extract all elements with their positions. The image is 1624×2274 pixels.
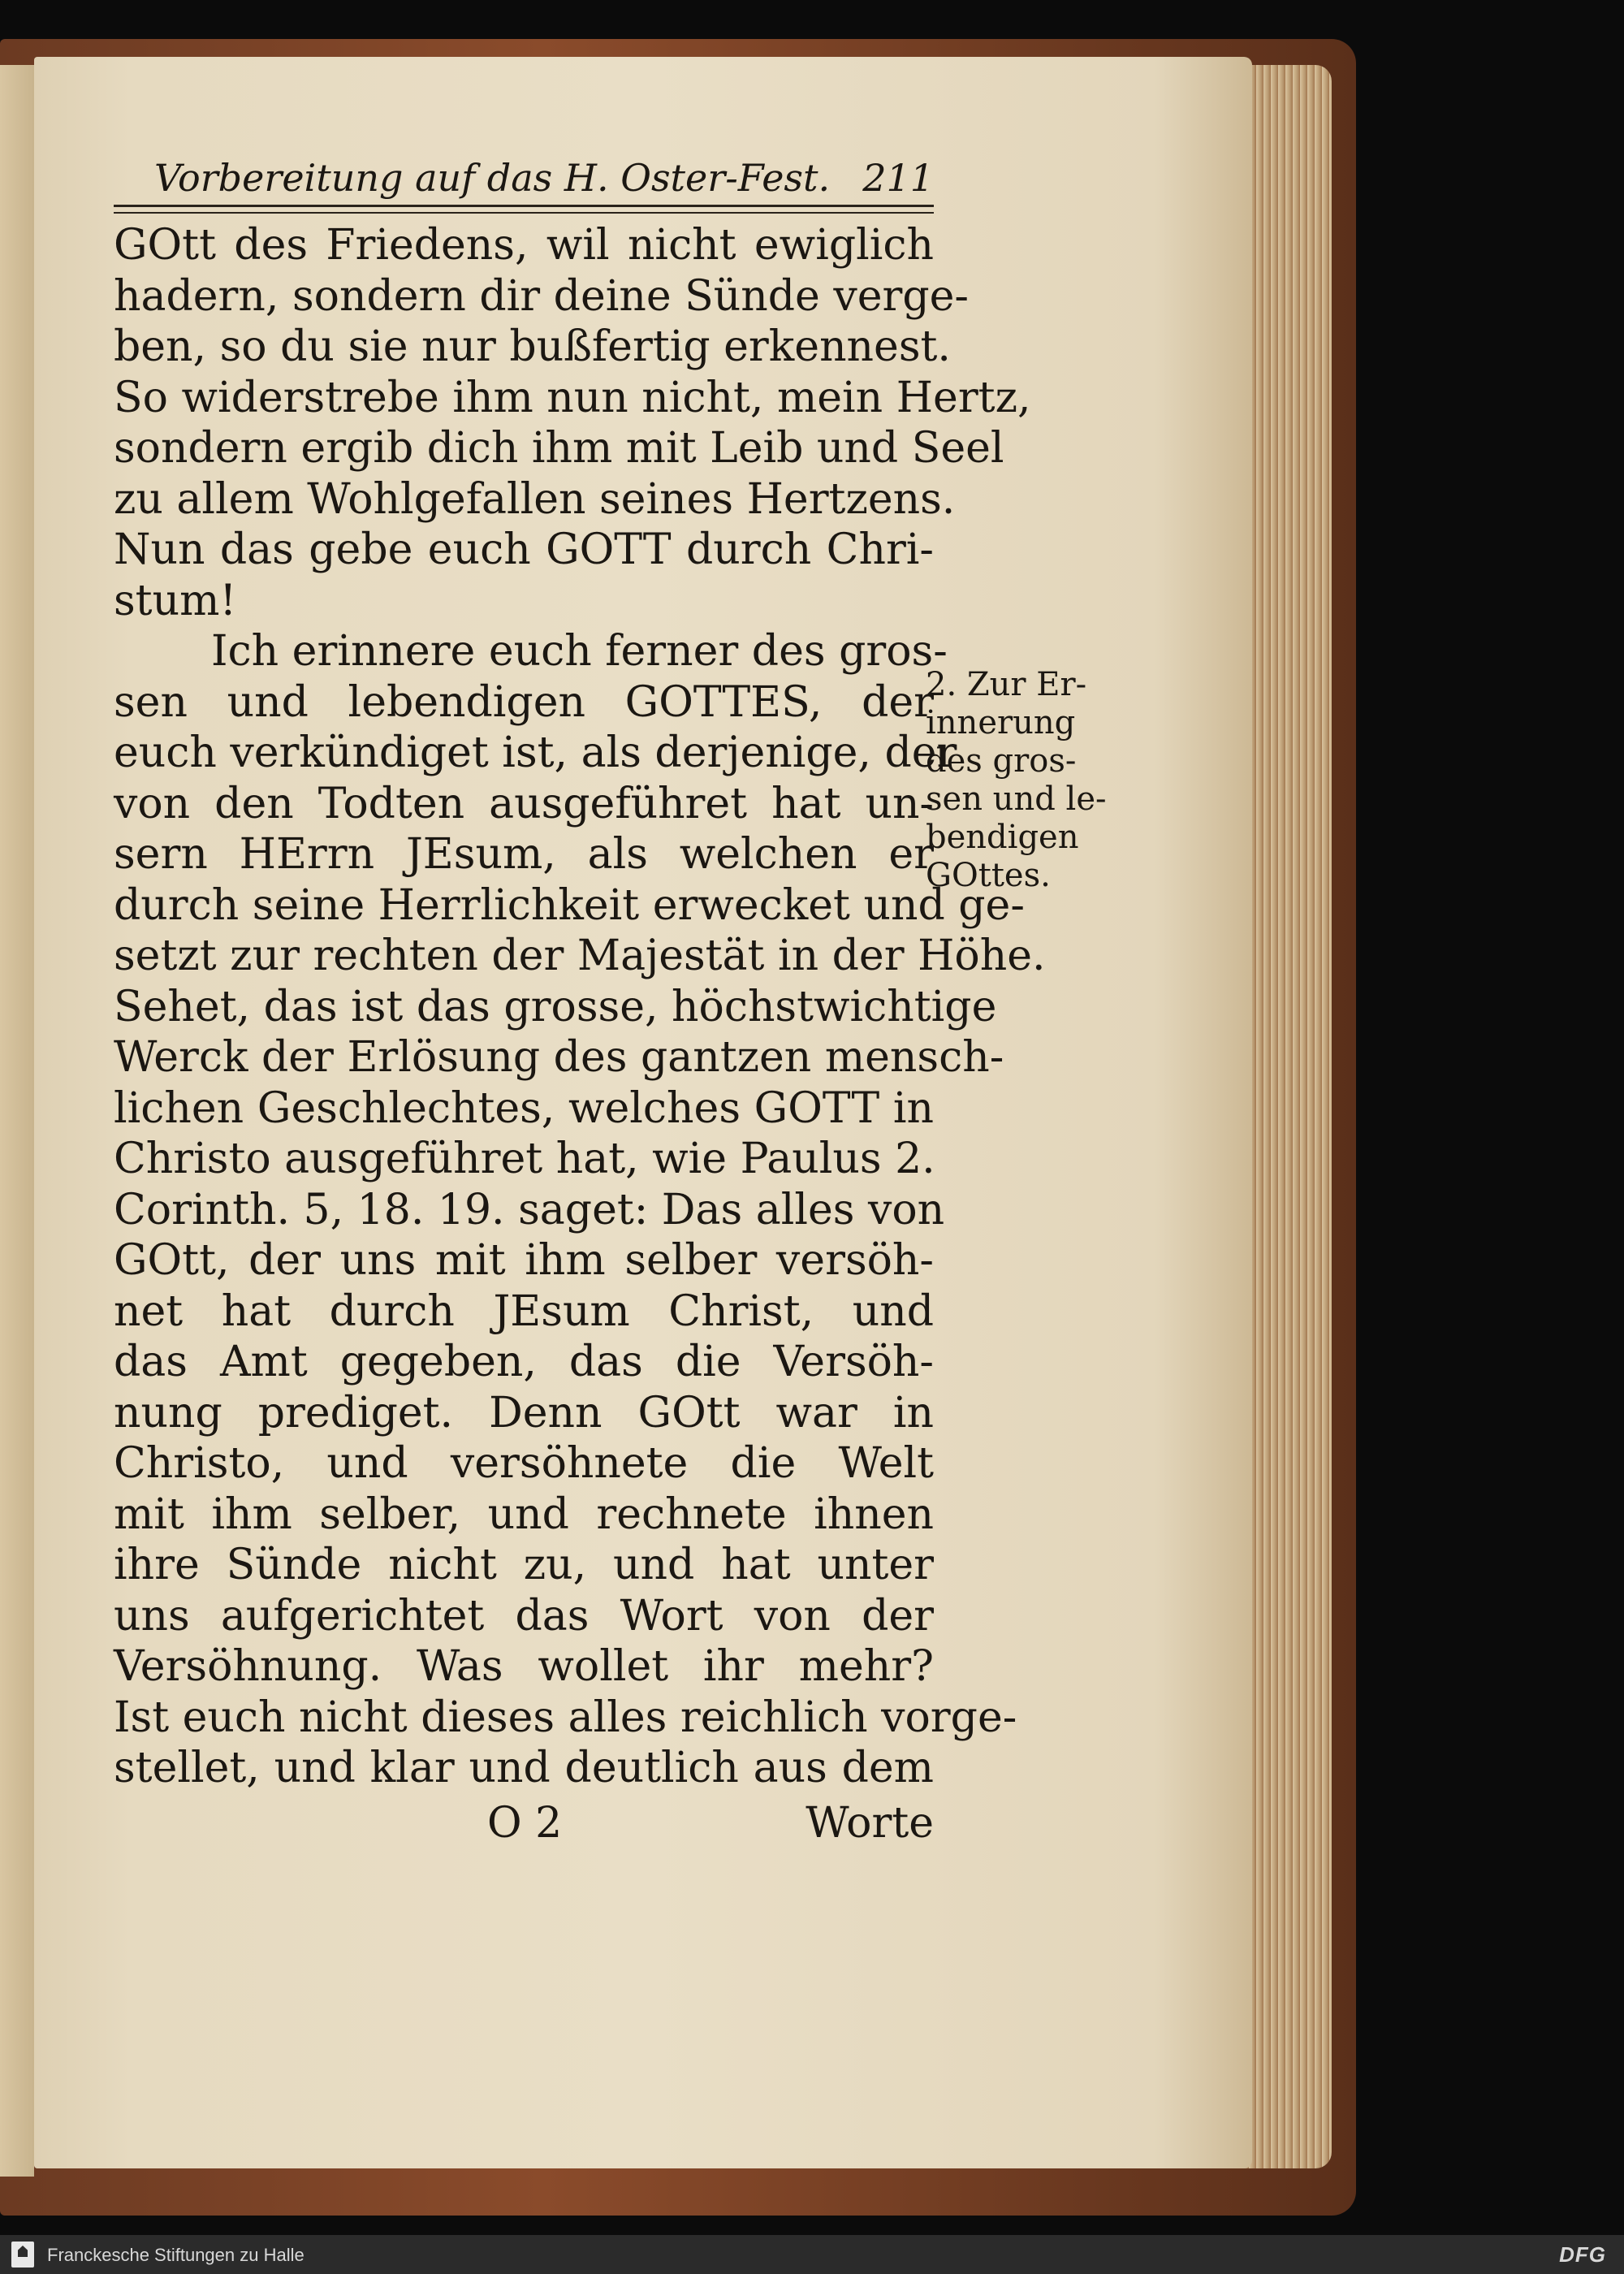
text-line: zu allem Wohlgefallen seines Hertzens.: [114, 474, 956, 524]
margin-note: [926, 666, 1121, 895]
text-line: mit ihm selber, und rechnete ihnen: [114, 1489, 934, 1539]
text-line: sondern ergib dich ihm mit Leib und Seel: [114, 424, 1004, 473]
page-number: 211: [862, 156, 934, 200]
text-line: hadern, sondern dir deine Sünde verge-: [114, 271, 969, 321]
head-rule: [114, 205, 934, 214]
margin-note-line: des gros-: [926, 742, 1077, 780]
margin-note-line: GOttes.: [926, 857, 1051, 894]
text-line: Ist euch nicht dieses alles reichlich vorge-: [114, 1693, 1017, 1742]
text-line: ben, so du sie nur bußfertig erkennest.: [114, 322, 951, 371]
text-line: lichen Geschlechtes, welches GOTT in: [114, 1083, 934, 1133]
catchline: [114, 1796, 934, 1852]
running-head: [114, 146, 934, 203]
text-line: net hat durch JEsum Christ, und: [114, 1286, 934, 1336]
text-line: sern HErrn JEsum, als welchen er: [114, 830, 934, 879]
text-line: setzt zur rechten der Majestät in der Höhe.: [114, 932, 1046, 980]
margin-note-line: 2. Zur Er-: [926, 666, 1087, 703]
viewer-footer: [0, 2235, 1624, 2274]
text-line: Nun das gebe euch GOTT durch Chri-: [114, 525, 934, 574]
text-line: euch verkündiget ist, als derjenige, der: [114, 728, 957, 777]
text-line: stum!: [114, 576, 237, 625]
text-line: So widerstrebe ihm nun nicht, mein Hertz,: [114, 373, 1031, 422]
text-line: Corinth. 5, 18. 19. saget: Das alles von: [114, 1185, 945, 1234]
margin-note-line: innerung: [926, 704, 1076, 741]
text-line: Werck der Erlösung des gantzen mensch-: [114, 1033, 1004, 1082]
text-line: Christo, und versöhnete die Welt: [114, 1439, 934, 1488]
text-line: nung prediget. Denn GOtt war in: [114, 1388, 934, 1437]
text-line: GOtt des Friedens, wil nicht ewiglich: [114, 221, 934, 270]
text-line: GOtt, der uns mit ihm selber versöh-: [114, 1236, 934, 1285]
text-line: stellet, und klar und deutlich aus dem: [114, 1744, 934, 1792]
text-line: von den Todten ausgeführet hat un-: [114, 779, 934, 828]
margin-note-line: bendigen: [926, 819, 1079, 856]
dfg-logo: DFG: [1559, 2242, 1606, 2267]
margin-note-line: sen und le-: [926, 780, 1107, 818]
facing-page-edge: [0, 65, 34, 2177]
text-line: Christo ausgeführet hat, wie Paulus 2.: [114, 1135, 935, 1183]
text-line: Versöhnung. Was wollet ihr mehr?: [114, 1642, 934, 1691]
text-line: uns aufgerichtet das Wort von der: [114, 1591, 934, 1641]
text-line: Ich erinnere euch ferner des gros-: [211, 627, 948, 676]
text-line: sen und lebendigen GOTTES, der: [114, 677, 934, 727]
text-line: das Amt gegeben, das die Versöh-: [114, 1338, 934, 1386]
running-title: Vorbereitung auf das H. Oster-Fest.: [154, 156, 831, 200]
signature-mark: O 2: [487, 1798, 563, 1848]
catchword: Worte: [806, 1798, 934, 1848]
text-line: ihre Sünde nicht zu, und hat unter: [114, 1541, 934, 1589]
text-line: durch seine Herrlichkeit erwecket und ge-: [114, 880, 1025, 930]
institution-name: Franckesche Stiftungen zu Halle: [47, 2245, 304, 2265]
text-line: Sehet, das ist das grosse, höchstwichtige: [114, 982, 997, 1031]
institution-logo-icon: [11, 2242, 34, 2268]
